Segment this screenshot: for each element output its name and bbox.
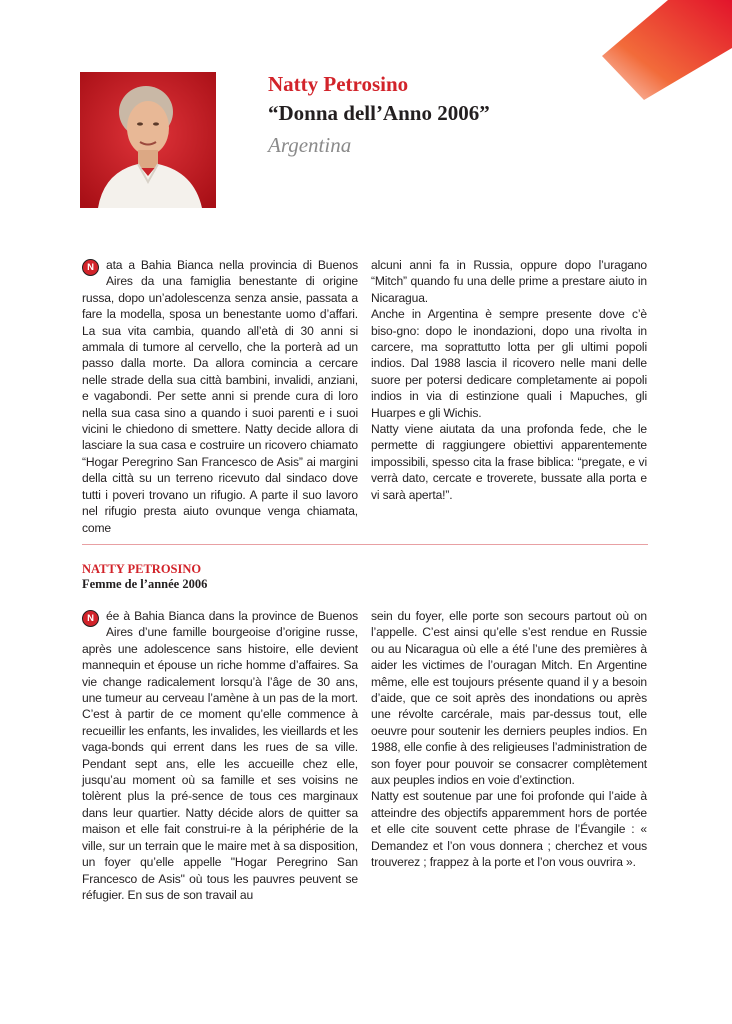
french-column-left (82, 608, 358, 903)
french-paragraph-1-text: ée à Bahia Bianca dans la province de Buenos Aires d’une famille bourgeoise d’origine russe, après une adolescence sans histoire, elle devient mannequin et épouse un riche homme d’affaires. Sa vie change radicalement lorsqu’à l’âge de 30 ans, une tumeur au cerveau l’amène à un pas de la mort. C’est à partir de ce moment qu’elle commence à recueillir les enfants, les invalides, les vieillards et les vaga-bonds qui errent dans les rues de sa ville. Pendant sept ans, elle les accueille chez elle, jusqu’au moment où sa famille et ses voisins ne tolèrent plus la pré-sence de tous ces marginaux dans leur quartier. Natty décide alors de quitter sa maison et elle fait construi-re à la périphérie de la ville, sur un terrain que le maire met à sa disposition, un foyer qu’elle appelle "Hogar Peregrino San Francesco de Asis" où tous les pauvres peuvent se réfugier. En sus de son travail au (82, 609, 358, 902)
french-paragraph-1 (82, 608, 358, 903)
italian-column-left (82, 257, 358, 536)
italian-paragraph-2: alcuni anni fa in Russia, oppure dopo l’uragano “Mitch” quando fu una delle prime a prestare aiuto in Nicaragua. (371, 258, 647, 305)
french-column-right (371, 608, 647, 871)
article-header (268, 70, 490, 162)
french-person-name: NATTY PETROSINO (82, 562, 202, 576)
french-header (82, 562, 207, 592)
french-award-title: Femme de l’année 2006 (82, 577, 208, 591)
dropcap-n-icon: N (82, 259, 99, 276)
italian-column-right (371, 257, 647, 503)
italian-paragraph-1 (82, 257, 358, 536)
section-divider (82, 544, 648, 545)
country-label: Argentina (268, 133, 352, 157)
portrait-photo (80, 72, 216, 208)
award-title: “Donna dell’Anno 2006” (268, 101, 490, 125)
corner-ribbon-decoration (602, 0, 732, 100)
dropcap-n-icon: N (82, 610, 99, 627)
french-paragraph-2: sein du foyer, elle porte son secours partout où on l’appelle. C’est ainsi qu’elle s’est rendue en Russie ou au Nicaragua où elle a été l’une des premières à aider les victimes de l’ouragan Mitch. En Argentine même, elle est toujours présente quand il y a besoin d’aide, que ce soit après des inondations ou après une révolte carcérale, mais par-dessus tout, elle oeuvre pour soutenir les derniers peuples indios. En 1988, elle confie à des religieuses l’administration de son foyer pour pouvoir se consacrer complètement aux peuples indios en voie d’extinction. (371, 609, 647, 788)
french-paragraph-3: Natty est soutenue par une foi profonde qui l’aide à atteindre des objectifs apparemment hors de portée et elle cite souvent cette phrase de l’Évangile : « Demandez et l’on vous donnera ; cherchez et vous trouverez ; frappez à la porte et l’on vous ouvrira ». (371, 789, 647, 870)
italian-paragraph-3: Anche in Argentina è sempre presente dove c’è biso-gno: dopo le inondazioni, dopo una rivolta in carcere, ma soprattutto lotta per gli ultimi popoli indios. Dal 1988 lascia il ricovero nelle mani delle suore per potersi dedicare completamente ai popoli indios in via di estinzione quali i Mapuches, gli Huarpes e gli Wichis. (371, 307, 647, 420)
person-name: Natty Petrosino (268, 72, 409, 96)
italian-paragraph-1-text: ata a Bahia Bianca nella provincia di Buenos Aires da una famiglia benestante di origine russa, dopo un’adolescenza senza ansie, passata a fare la modella, sposa un benestante uomo d’affari. La sua vita cambia, quando all’età di 30 anni si ammala di tumore al cervello, che la porterà ad un passo dalla morte. Da allora comincia a cercare nelle strade della sua città bambini, invalidi, anziani, e vagabondi. Per sette anni si prende cura di loro nella sua casa sino a quando i suoi parenti e i suoi vicini le chiedono di smettere. Natty decide allora di lasciare la sua casa e costruire un ricovero chiamato “Hogar Peregrino San Francesco de Asis” ai margini della città su un terreno ricevuto dal sindaco dove tutti i poveri trovano un rifugio. A parte il suo lavoro nel rifugio presta aiuto ovunque venga chiamata, come (82, 258, 358, 535)
italian-paragraph-4: Natty viene aiutata da una profonda fede, che le permette di raggiungere obiettivi apparentemente impossibili, spesso cita la frase biblica: “pregate, e vi verrà dato, cercate e troverete, bussate alla porta e vi sarà aperta!”. (371, 422, 647, 502)
